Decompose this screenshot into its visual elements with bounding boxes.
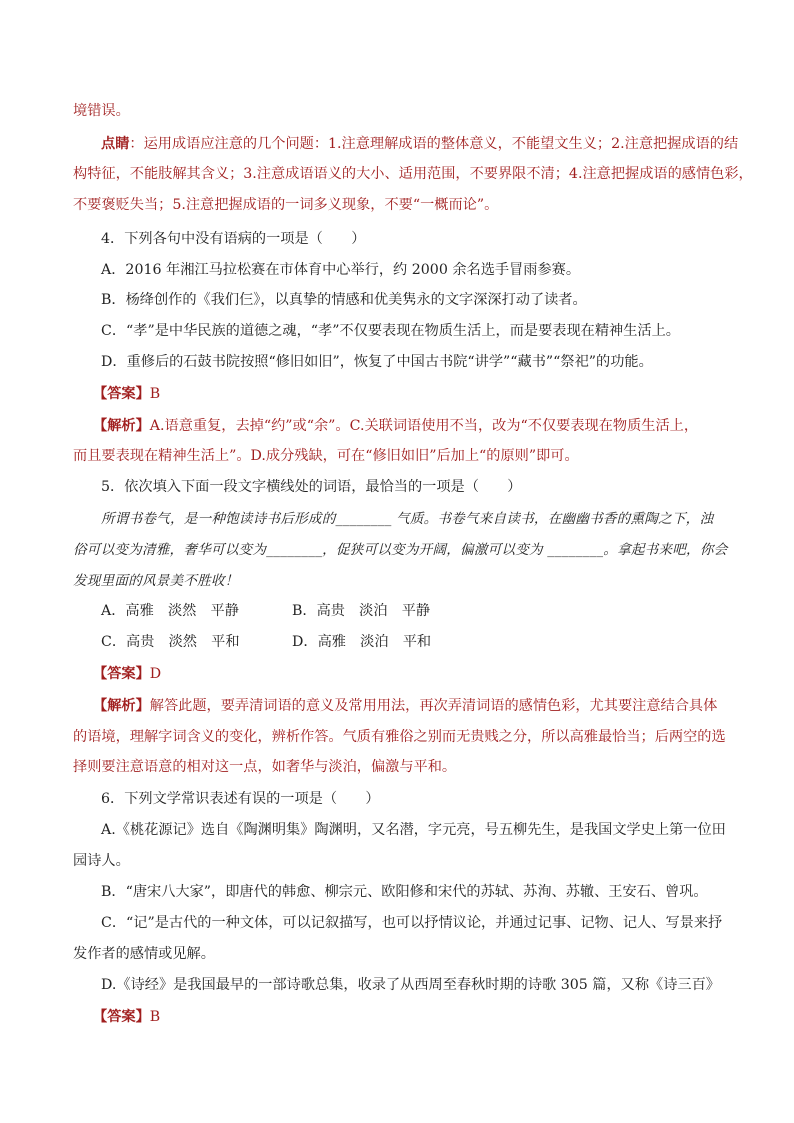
option-row — [101, 601, 725, 621]
tip-line — [101, 134, 739, 154]
option-line: B．杨绛创作的《我们仨》，以真挚的情感和优美隽永的文字深深打动了读者。 — [101, 292, 587, 308]
question-6: 6．下列文学常识表述有误的一项是（ ） — [101, 791, 380, 807]
option-line: C．“孝”是中华民族的道德之魂，“孝”不仅要表现在物质生活上，而是要表现在精神生活上。 — [101, 323, 680, 339]
answer-value: B — [149, 386, 161, 402]
passage-line: 所谓书卷气，是一种饱读诗书后形成的________ 气质。书卷气来自读书，在幽幽书香的熏陶之下，浊 — [101, 511, 714, 527]
analysis-line — [93, 416, 725, 436]
analysis-line: 择则要注意语意的相对这一点，如奢华与淡泊，偏激与平和。 — [73, 759, 457, 775]
question-4: 4．下列各句中没有语病的一项是（ ） — [101, 231, 366, 247]
option-line: D．重修后的石鼓书院按照“修旧如旧”，恢复了中国古书院“讲学”“藏书”“祭祀”的功能。 — [101, 354, 653, 370]
tip-line: 构特征，不能肢解其含义；3.注意成语语义的大小、适用范围，不要界限不清；4.注意把握成语的感情色彩， — [73, 166, 753, 182]
option-b: B．高贵 淡泊 平静 — [292, 603, 431, 619]
answer-line — [93, 384, 745, 404]
analysis-line: 的语境，理解字词含义的变化，辨析作答。气质有雅俗之别而无贵贱之分，所以高雅最恰当；后两空的选 — [73, 729, 726, 745]
analysis-line — [93, 696, 725, 716]
question-5: 5．依次填入下面一段文字横线处的词语，最恰当的一项是（ ） — [101, 479, 522, 495]
tip-label: 点睛 — [101, 136, 130, 152]
paragraph-line: 境错误。 — [73, 103, 130, 119]
option-d: D．高雅 淡泊 平和 — [292, 634, 432, 650]
analysis-text: A.语意重复，去掉“约”或“余”。C.关联词语使用不当，改为“不仅要表现在物质生活上， — [149, 418, 699, 434]
option-line: 发作者的感情或见解。 — [73, 946, 215, 962]
option-a: A．高雅 淡然 平静 — [101, 603, 239, 619]
analysis-text: 解答此题，要弄清词语的意义及常用用法，再次弄清词语的感情色彩，尤其要注意结合具体 — [149, 698, 718, 714]
passage-line: 俗可以变为清雅，奢华可以变为________，促狭可以变为开阔，偏激可以变为 ________。拿起书来吧，你会 — [73, 542, 728, 558]
option-line: C．“记”是古代的一种文体，可以记叙描写，也可以抒情议论，并通过记事、记物、记人、写景来抒 — [101, 915, 723, 931]
passage-line: 发现里面的风景美不胜收！ — [73, 573, 239, 589]
answer-label: 【答案】 — [93, 1009, 150, 1025]
answer-value: D — [149, 666, 162, 682]
answer-line — [93, 664, 745, 684]
option-line: B．“唐宋八大家”，即唐代的韩愈、柳宗元、欧阳修和宋代的苏轼、苏洵、苏辙、王安石、曾巩。 — [101, 884, 708, 900]
option-row — [101, 632, 725, 652]
analysis-line: 而且要表现在精神生活上”。D.成分残缺，可在“修旧如旧”后加上“的原则”即可。 — [73, 448, 579, 464]
answer-label: 【答案】 — [93, 386, 150, 402]
option-line: A．2016 年湘江马拉松赛在市体育中心举行，约 2000 余名选手冒雨参赛。 — [101, 262, 581, 278]
option-line: D.《诗经》是我国最早的一部诗歌总集，收录了从西周至春秋时期的诗歌 305 篇，又称《诗三百》 — [101, 977, 720, 993]
tip-text: ：运用成语应注意的几个问题：1.注意理解成语的整体意义，不能望文生义；2.注意把握成语的结 — [129, 136, 739, 152]
answer-line — [93, 1007, 745, 1027]
option-line: 园诗人。 — [73, 853, 130, 869]
analysis-label: 【解析】 — [93, 418, 150, 434]
answer-value: B — [149, 1009, 161, 1025]
analysis-label: 【解析】 — [93, 698, 150, 714]
answer-label: 【答案】 — [93, 666, 150, 682]
option-c: C．高贵 淡然 平和 — [101, 634, 240, 650]
tip-line: 不要褒贬失当；5.注意把握成语的一词多义现象，不要“一概而论”。 — [73, 197, 499, 213]
option-line: A.《桃花源记》选自《陶渊明集》陶渊明，又名潜，字元亮，号五柳先生，是我国文学史上第一位田 — [101, 822, 726, 838]
